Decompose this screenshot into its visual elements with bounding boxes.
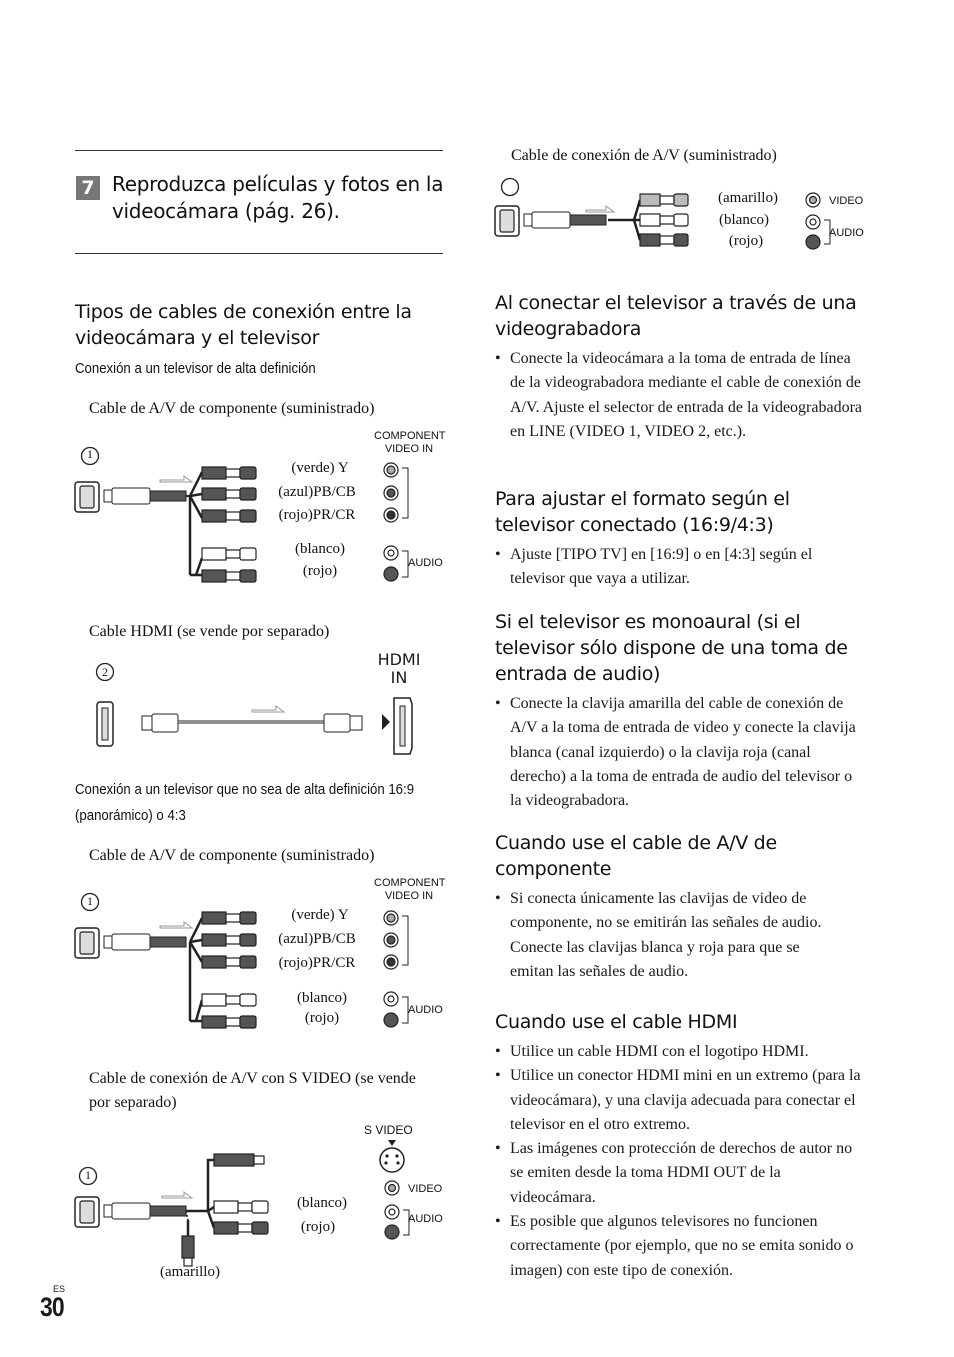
label-blue: (azul)PB/CB (278, 484, 356, 500)
av-label-red: (rojo) (728, 233, 764, 249)
step-bottom-rule (75, 253, 443, 254)
label-white-svideo: (blanco) (297, 1195, 347, 1211)
format-bullets (495, 543, 867, 592)
format-bullet: • Ajuste [TIPO TV] en [16:9] o en [4:3] según el televisor que vaya a utilizar. (495, 543, 867, 592)
label-red-pr: (rojo)PR/CR (278, 507, 356, 523)
format-section-title: Para ajustar el formato según el televisor conectado (16:9/4:3) (495, 488, 790, 537)
label-white: (blanco) (295, 541, 345, 557)
vcr-bullets (495, 347, 867, 444)
component-section-title: Cuando use el cable de A/V de componente (495, 832, 777, 881)
step-number-badge: 7 (76, 176, 100, 200)
caption-av-cable: Cable de conexión de A/V (suministrado) (511, 147, 777, 164)
subtitle-non-hd-2: (panorámico) o 4:3 (75, 807, 186, 824)
hdmi-in-label: HDMI IN (377, 650, 421, 687)
hdmi-bullet: • Utilice un conector HDMI mini en un extremo (para la videocámara), y una clavija adecuada para conectar el televisor en el otro extremo. (495, 1064, 867, 1137)
label-blue-2: (azul)PB/CB (278, 931, 356, 947)
vcr-bullet: • Conecte la videocámara a la toma de entrada de línea de la videograbadora mediante el cable de conexión de A/V. Ajuste el selector de entrada de la videograbadora en LINE (VIDEO 1, VIDEO 2, etc.). (495, 347, 867, 444)
language-code: ES (53, 1284, 66, 1294)
hdmi-bullet: • Es posible que algunos televisores no funcionen correctamente (por ejemplo, que no se emita sonido o imagen) con este tipo de conexión. (495, 1210, 867, 1283)
label-green-2: (verde) Y (291, 907, 349, 923)
caption-hdmi-cable: Cable HDMI (se vende por separado) (89, 623, 330, 640)
caption-component-cable-2: Cable de A/V de componente (suministrado) (89, 847, 375, 864)
svideo-cable-diagram (72, 1140, 452, 1270)
component-video-in-label: COMPONENT VIDEO IN (374, 430, 446, 455)
label-red-3: (rojo) (304, 1010, 340, 1026)
marker-1-label: 1 (87, 447, 93, 461)
marker-2-label: 2 (102, 665, 108, 679)
audio-port-label-svideo: AUDIO (408, 1213, 443, 1225)
label-red-svideo: (rojo) (300, 1219, 336, 1235)
video-port-label-svideo: VIDEO (408, 1183, 443, 1195)
av-label-white: (blanco) (719, 212, 769, 228)
hdmi-section-title: Cuando use el cable HDMI (495, 1011, 738, 1033)
audio-port-label-2: AUDIO (408, 1004, 443, 1016)
label-white-2: (blanco) (297, 990, 347, 1006)
component-bullet: • Si conecta únicamente las clavijas de video de componente, no se emitirán las señales de audio. Conecte las clavijas blanca y roja para que se emitan las señales de audio. (495, 887, 847, 984)
marker-1-label-3: 1 (85, 1168, 91, 1182)
label-red-pr-2: (rojo)PR/CR (278, 955, 356, 971)
mono-bullet: • Conecte la clavija amarilla del cable de conexión de A/V a la toma de entrada de video y conecte la clavija blanca (canal izquierdo) o la clavija roja (canal derecho) a la toma de entrada de audio del televisor o la videograbadora. (495, 692, 867, 813)
component-bullets (495, 887, 847, 984)
marker-1-label-2: 1 (87, 894, 93, 908)
av-audio-port-label: AUDIO (829, 227, 864, 239)
label-green: (verde) Y (291, 460, 349, 476)
section-title-cable-types: Tipos de cables de conexión entre la videocámara y el televisor (75, 301, 412, 350)
label-red: (rojo) (302, 563, 338, 579)
av-cable-diagram (492, 176, 872, 256)
label-yellow-svideo: (amarillo) (160, 1264, 220, 1280)
component-video-in-label-2: COMPONENT VIDEO IN (374, 877, 446, 902)
page-number: 30 (40, 1292, 64, 1322)
hdmi-bullet: • Utilice un cable HDMI con el logotipo HDMI. (495, 1040, 867, 1064)
svideo-port-label: S VIDEO (364, 1123, 413, 1137)
top-rule (75, 150, 443, 151)
hdmi-bullet: • Las imágenes con protección de derechos de autor no se emiten desde la toma HDMI OUT de la videocámara. (495, 1137, 867, 1210)
subtitle-non-hd-1: Conexión a un televisor que no sea de alta definición 16:9 (75, 781, 415, 798)
subtitle-hd-connection: Conexión a un televisor de alta definición (75, 360, 316, 377)
mono-section-title: Si el televisor es monoaural (si el televisor sólo dispone de una toma de entrada de audio) (495, 611, 848, 686)
av-video-port-label: VIDEO (829, 195, 864, 207)
caption-component-cable: Cable de A/V de componente (suministrado) (89, 400, 375, 417)
caption-svideo-cable: Cable de conexión de A/V con S VIDEO (se vende por separado) (89, 1070, 416, 1111)
step-text: Reproduzca películas y fotos en la videocámara (pág. 26). (112, 172, 444, 224)
hdmi-bullets (495, 1040, 867, 1283)
av-label-yellow: (amarillo) (718, 190, 778, 206)
mono-bullets (495, 692, 867, 813)
audio-port-label: AUDIO (408, 557, 443, 569)
vcr-section-title: Al conectar el televisor a través de una videograbadora (495, 292, 857, 341)
